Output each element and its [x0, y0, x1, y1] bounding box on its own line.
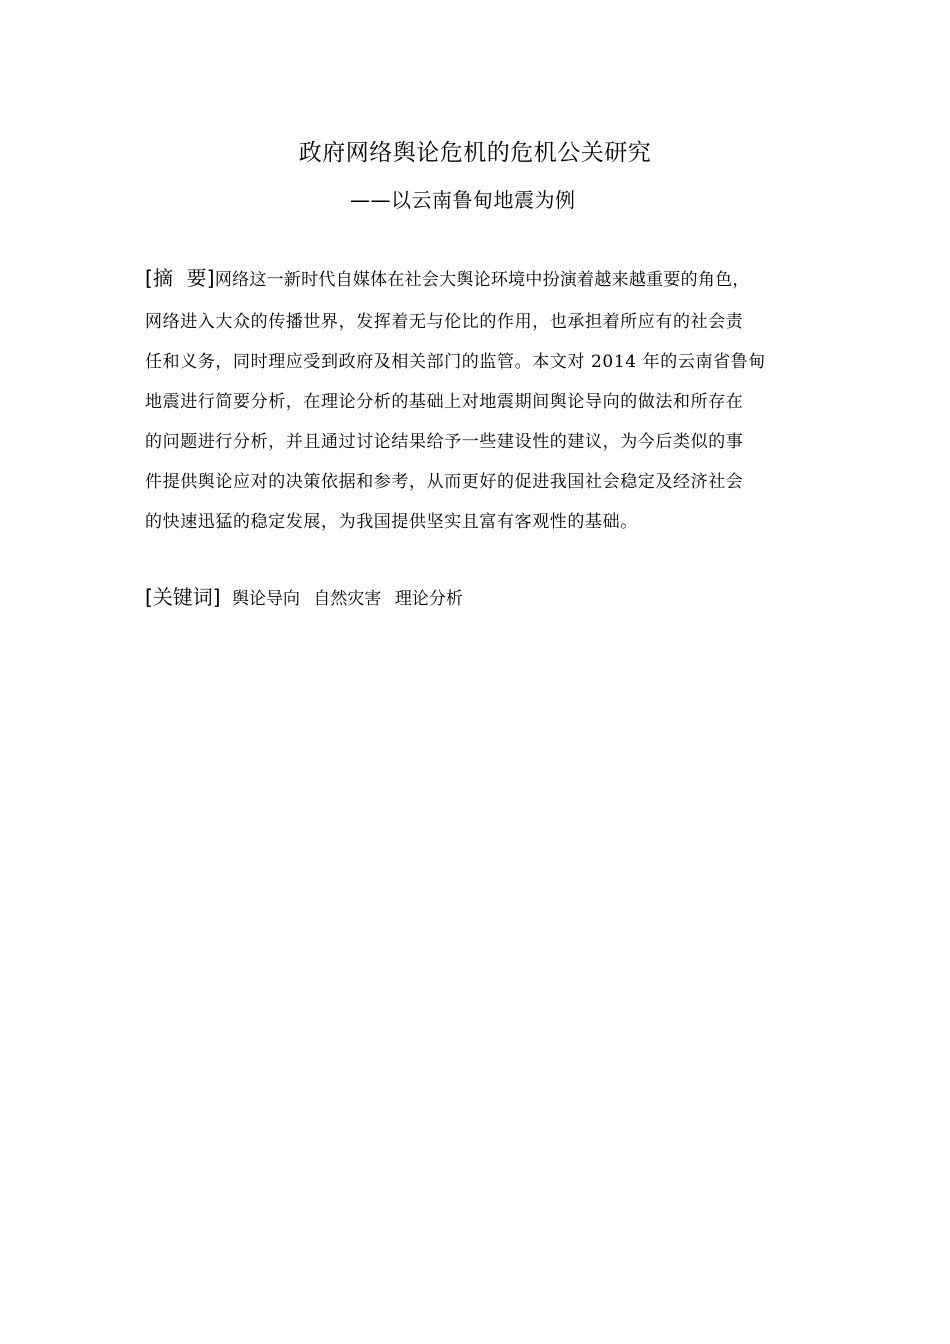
abstract-label: [摘 要] — [145, 266, 215, 290]
abstract-line: 的问题进行分析，并且通过讨论结果给予一些建设性的建议，为今后类似的事 — [145, 432, 744, 452]
keyword-item: 理论分析 — [394, 589, 463, 609]
abstract-section — [145, 258, 825, 542]
abstract-line: 件提供舆论应对的决策依据和参考，从而更好的促进我国社会稳定及经济社会 — [145, 472, 744, 492]
keywords-section — [145, 580, 825, 616]
keyword-item: 自然灾害 — [313, 589, 382, 609]
abstract-first-line — [145, 258, 825, 300]
abstract-line: 网络进入大众的传播世界，发挥着无与伦比的作用，也承担着所应有的社会责 — [145, 312, 744, 332]
abstract-line: 地震进行简要分析，在理论分析的基础上对地震期间舆论导向的做法和所存在 — [145, 392, 744, 412]
keyword-item: 舆论导向 — [232, 589, 301, 609]
abstract-line: 网络这一新时代自媒体在社会大舆论环境中扮演着越来越重要的角色， — [214, 270, 750, 290]
abstract-line: 任和义务，同时理应受到政府及相关部门的监管。本文对 2014 年的云南省鲁甸 — [145, 352, 766, 372]
document-title: 政府网络舆论危机的危机公关研究 — [298, 140, 652, 166]
keywords-label: [关键词] — [145, 585, 221, 609]
document-subtitle: ——以云南鲁甸地震为例 — [350, 188, 576, 212]
abstract-line: 的快速迅猛的稳定发展，为我国提供坚实且富有客观性的基础。 — [145, 512, 638, 532]
